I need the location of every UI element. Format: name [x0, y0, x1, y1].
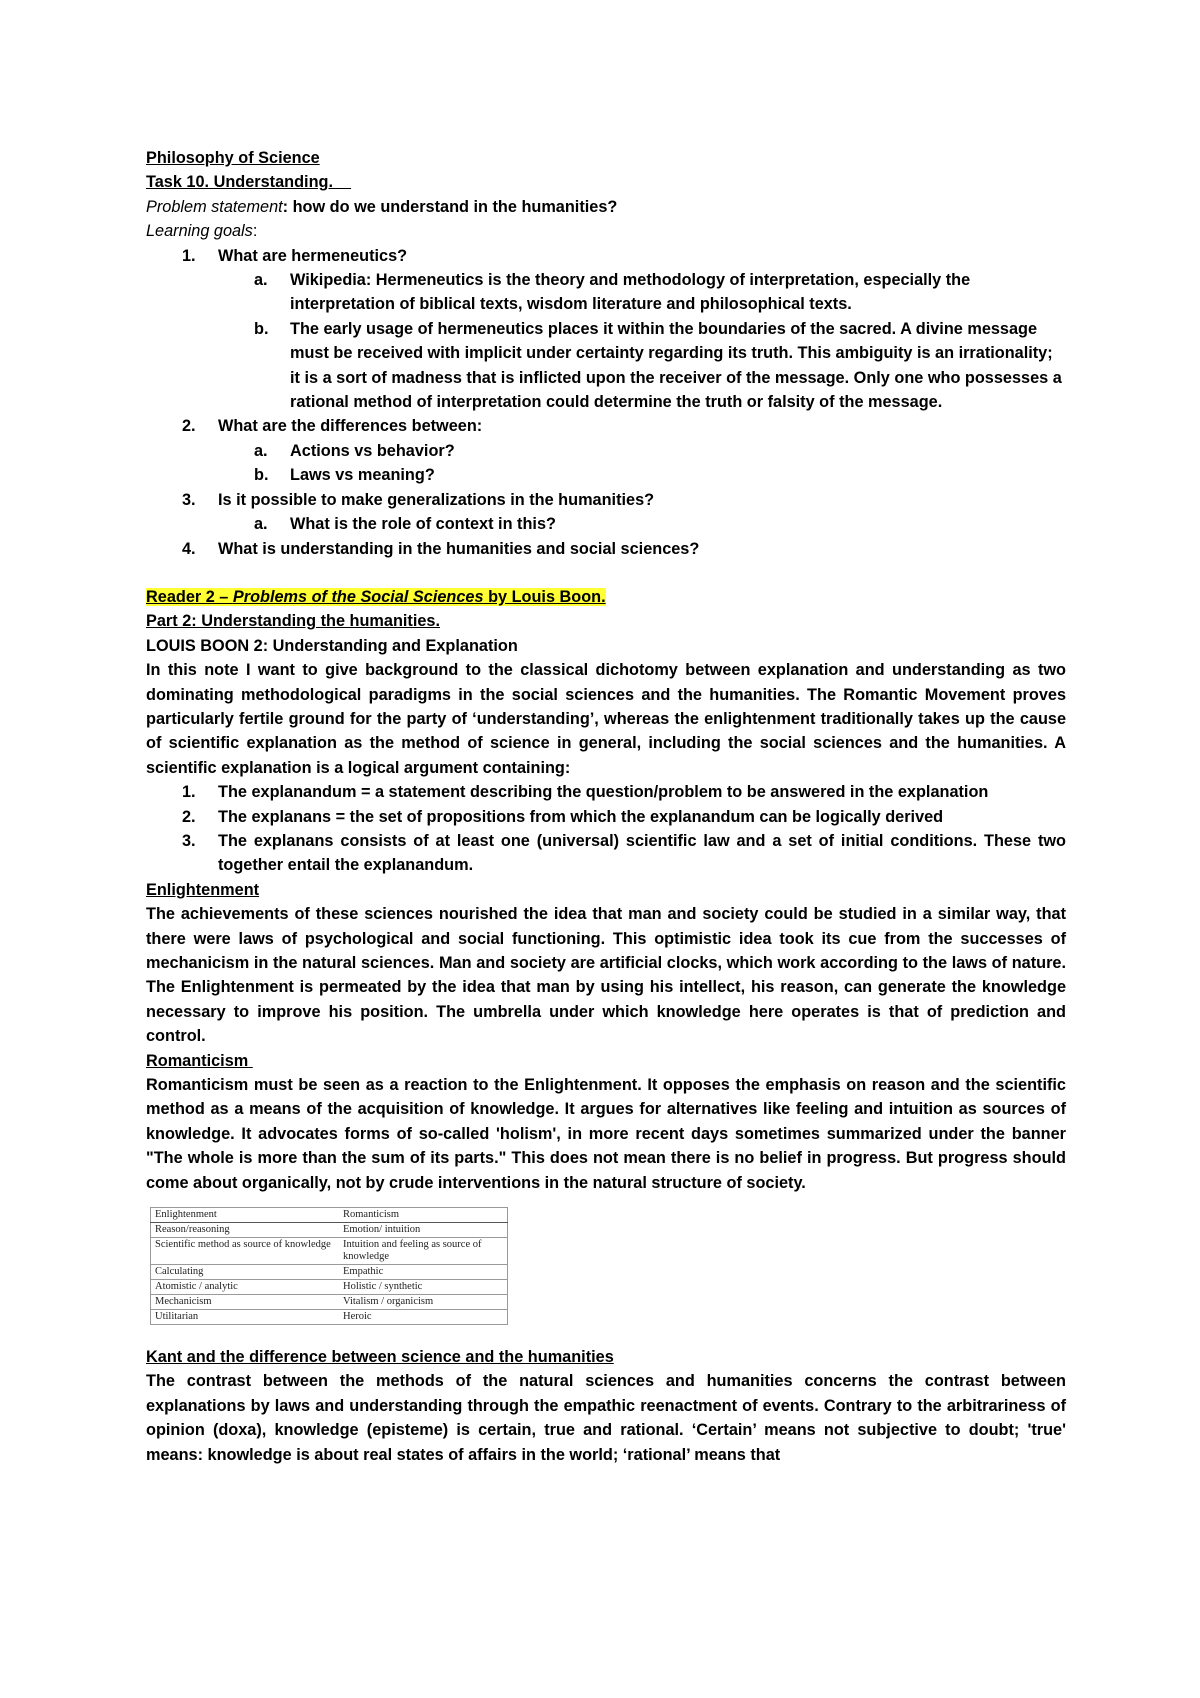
part-heading: Part 2: Understanding the humanities. [146, 612, 441, 631]
table-cell: Reason/reasoning [151, 1223, 340, 1238]
table-row [151, 1280, 508, 1295]
goal-item: 2. What are the differences between: [182, 417, 483, 436]
table-header-cell: Romanticism [339, 1208, 508, 1223]
table-row [151, 1238, 508, 1265]
task-heading [146, 170, 1066, 194]
kant-paragraph: The contrast between the methods of the natural sciences and humanities concerns the contrast between explanations by laws and understanding through the empathic reenactment of events. Contrary to the arbitrariness of opinion (doxa), knowledge (episteme) is certain, true and rational. ‘Certain’ means not subjective to doubt; 'true' means: knowledge is about real states of affairs in the world; ‘rational’ means that [146, 1372, 1066, 1464]
table-cell: Vitalism / organicism [339, 1295, 508, 1310]
enlightenment-heading: Enlightenment [146, 880, 260, 899]
table-cell: Utilitarian [151, 1310, 340, 1325]
problem-text: : how do we understand in the humanities? [282, 197, 618, 216]
kant-heading: Kant and the difference between science and the humanities [146, 1348, 614, 1367]
explanation-item: 1. The explanandum = a statement describing the question/problem to be answered in the explanation [182, 783, 989, 802]
reader-heading: Reader 2 – Problems of the Social Sciences by Louis Boon. [146, 587, 606, 606]
goal-item: 3. Is it possible to make generalizations in the humanities? [182, 490, 655, 509]
table-cell: Emotion/ intuition [339, 1223, 508, 1238]
table-row [151, 1265, 508, 1280]
goal-subitem: a. Wikipedia: Hermeneutics is the theory and methodology of interpretation, especially the interpretation of biblical texts, wisdom literature and philosophical texts. [254, 271, 971, 314]
doc-title: Philosophy of Science [146, 149, 320, 167]
goal-subitem: a. What is the role of context in this? [254, 515, 556, 534]
table-cell: Atomistic / analytic [151, 1280, 340, 1295]
romanticism-heading: Romanticism [146, 1051, 249, 1070]
document-page [146, 146, 1066, 1467]
explanation-list [146, 780, 1066, 878]
table-cell: Empathic [339, 1265, 508, 1280]
task-text: Task 10. Understanding. [146, 173, 333, 192]
table-cell: Scientific method as source of knowledge [151, 1238, 340, 1265]
table-row [151, 1295, 508, 1310]
table-row [151, 1223, 508, 1238]
reader-title: Problems of the Social Sciences [232, 587, 484, 606]
intro-paragraph: In this note I want to give background to the classical dichotomy between explanation and understanding as two dominating methodological paradigms in the social sciences and the humanities. The Romantic Movement proves particularly fertile ground for the party of ‘understanding’, whereas the enlightenment traditionally takes up the cause of scientific explanation as the method of science in general, including the social sciences and the humanities. A scientific explanation is a logical argument containing: [146, 661, 1066, 777]
learning-goals-label: Learning goals: [146, 222, 258, 241]
problem-label: Problem statement [146, 197, 283, 216]
romanticism-paragraph: Romanticism must be seen as a reaction to the Enlightenment. It opposes the emphasis on reason and the scientific method as a means of the acquisition of knowledge. It argues for alternatives like feeling and intuition as sources of knowledge. It advocates forms of so-called 'holism', in more recent days sometimes summarized under the banner "The whole is more than the sum of its parts." This does not mean there is no belief in progress. But progress should come about organically, not by crude interventions in the natural structure of society. [146, 1076, 1066, 1192]
comparison-table [150, 1207, 508, 1325]
table-row [151, 1310, 508, 1325]
problem-statement [146, 195, 1066, 219]
explanation-item: 3. The explanans consists of at least one (universal) scientific law and a set of initial conditions. These two together entail the explanandum. [182, 831, 1066, 875]
table-cell: Intuition and feeling as source of knowledge [339, 1238, 508, 1265]
table-cell: Mechanicism [151, 1295, 340, 1310]
learning-goals-list [146, 244, 1066, 561]
table-header-row [151, 1208, 508, 1223]
goal-item: 1. What are hermeneutics? [182, 246, 408, 265]
goal-subitem: a. Actions vs behavior? [254, 441, 455, 460]
table-cell: Calculating [151, 1265, 340, 1280]
boon-heading: LOUIS BOON 2: Understanding and Explanation [146, 636, 518, 655]
explanation-item: 2. The explanans = the set of propositions from which the explanandum can be logically derived [182, 807, 944, 826]
table-header-cell: Enlightenment [151, 1208, 340, 1223]
goal-item: 4. What is understanding in the humanities and social sciences? [182, 539, 700, 558]
table-cell: Heroic [339, 1310, 508, 1325]
table-cell: Holistic / synthetic [339, 1280, 508, 1295]
goal-subitem: b. Laws vs meaning? [254, 466, 435, 485]
enlightenment-paragraph: The achievements of these sciences nourished the idea that man and society could be studied in a similar way, that there were laws of psychological and social functioning. This optimistic idea took its cue from the successes of mechanicism in the natural sciences. Man and society are artificial clocks, which work according to the laws of nature. The Enlightenment is permeated by the idea that man by using his intellect, his reason, can generate the knowledge necessary to improve his position. The umbrella under which knowledge here operates is that of prediction and control. [146, 905, 1066, 1046]
goal-subitem: b. The early usage of hermeneutics places it within the boundaries of the sacred. A divine message must be received with implicit under certainty regarding its truth. This ambiguity is an irrationality; it is a sort of madness that is inflicted upon the receiver of the message. Only one who possesses a rational method of interpretation could determine the truth or falsity of the message. [254, 319, 1062, 412]
